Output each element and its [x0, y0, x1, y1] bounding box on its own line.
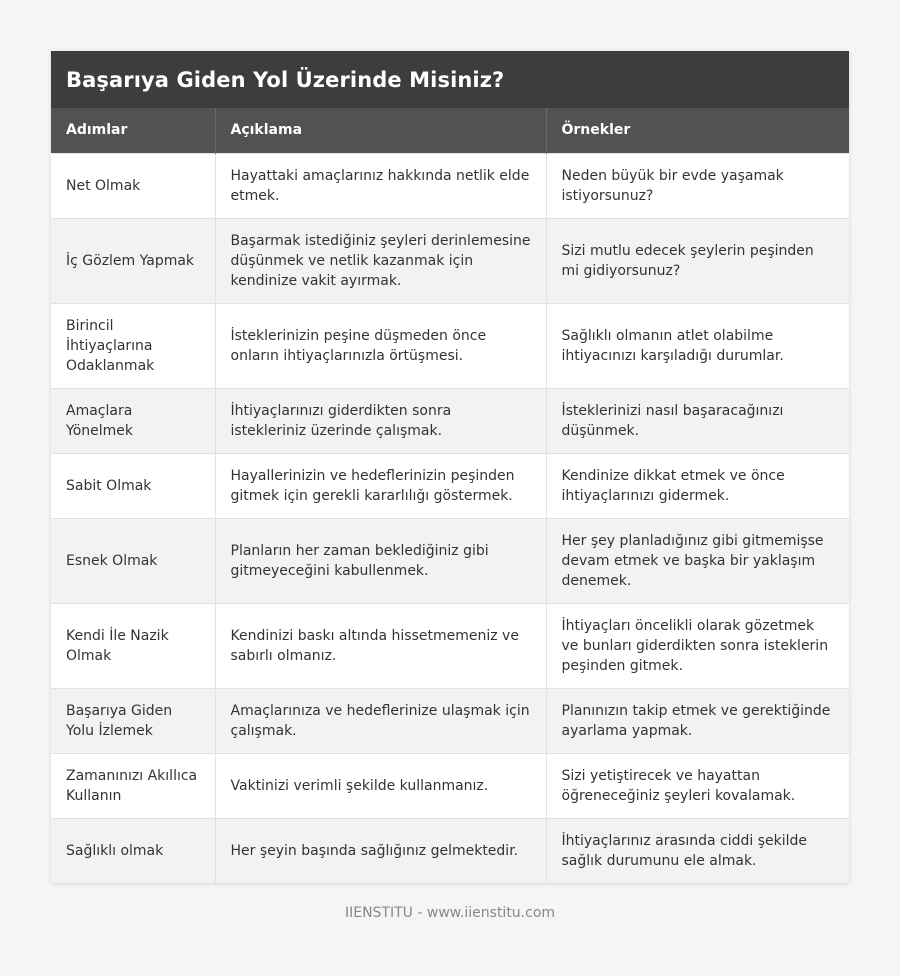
table-cell-step: Amaçlara Yönelmek	[51, 388, 215, 453]
table-cell-example: İhtiyaçları öncelikli olarak gözetmek ve bunları giderdikten sonra isteklerin peşinden gitmek.	[546, 603, 849, 688]
table-row	[51, 453, 849, 518]
table-cell-example: Planınızın takip etmek ve gerektiğinde ayarlama yapmak.	[546, 688, 849, 753]
table-row	[51, 153, 849, 218]
table-cell-step: Sabit Olmak	[51, 453, 215, 518]
column-header-description: Açıklama	[215, 108, 546, 153]
column-header-steps: Adımlar	[51, 108, 215, 153]
title-bar	[51, 51, 849, 108]
table-row	[51, 303, 849, 388]
table-cell-step: Net Olmak	[51, 153, 215, 218]
table-cell-description: Kendinizi baskı altında hissetmemeniz ve sabırlı olmanız.	[215, 603, 546, 688]
column-header-examples: Örnekler	[546, 108, 849, 153]
table-cell-step: Kendi İle Nazik Olmak	[51, 603, 215, 688]
table-cell-step: Zamanınızı Akıllıca Kullanın	[51, 753, 215, 818]
table-cell-description: Başarmak istediğiniz şeyleri derinlemesine düşünmek ve netlik kazanmak için kendinize vakit ayırmak.	[215, 218, 546, 303]
table-row	[51, 218, 849, 303]
table-cell-description: Vaktinizi verimli şekilde kullanmanız.	[215, 753, 546, 818]
table-row	[51, 518, 849, 603]
table-row	[51, 688, 849, 753]
table-cell-step: Birincil İhtiyaçlarına Odaklanmak	[51, 303, 215, 388]
table-cell-description: Planların her zaman beklediğiniz gibi gitmeyeceğini kabullenmek.	[215, 518, 546, 603]
table-cell-example: Kendinize dikkat etmek ve önce ihtiyaçlarınızı gidermek.	[546, 453, 849, 518]
table-cell-description: Hayallerinizin ve hedeflerinizin peşinden gitmek için gerekli kararlılığı göstermek.	[215, 453, 546, 518]
table-row	[51, 388, 849, 453]
table-cell-description: Her şeyin başında sağlığınız gelmektedir.	[215, 818, 546, 883]
table-cell-description: Amaçlarınıza ve hedeflerinize ulaşmak için çalışmak.	[215, 688, 546, 753]
table-row	[51, 818, 849, 883]
page-title: Başarıya Giden Yol Üzerinde Misiniz?	[66, 67, 505, 92]
table-cell-example: Neden büyük bir evde yaşamak istiyorsunuz?	[546, 153, 849, 218]
table-cell-step: İç Gözlem Yapmak	[51, 218, 215, 303]
table-cell-step: Başarıya Giden Yolu İzlemek	[51, 688, 215, 753]
table-cell-step: Sağlıklı olmak	[51, 818, 215, 883]
table-cell-example: Sizi yetiştirecek ve hayattan öğreneceğiniz şeyleri kovalamak.	[546, 753, 849, 818]
table-cell-description: İsteklerinizin peşine düşmeden önce onların ihtiyaçlarınızla örtüşmesi.	[215, 303, 546, 388]
table-card	[51, 51, 849, 883]
table-cell-example: İsteklerinizi nasıl başaracağınızı düşünmek.	[546, 388, 849, 453]
table-cell-step: Esnek Olmak	[51, 518, 215, 603]
table-cell-example: İhtiyaçlarınız arasında ciddi şekilde sağlık durumunu ele almak.	[546, 818, 849, 883]
table-row	[51, 603, 849, 688]
table-row	[51, 753, 849, 818]
footer-credit: IIENSTITU - www.iienstitu.com	[344, 905, 556, 921]
table-cell-example: Sizi mutlu edecek şeylerin peşinden mi gidiyorsunuz?	[546, 218, 849, 303]
data-table	[51, 108, 849, 883]
table-cell-example: Her şey planladığınız gibi gitmemişse devam etmek ve başka bir yaklaşım denemek.	[546, 518, 849, 603]
table-header-row	[51, 108, 849, 153]
table-cell-description: Hayattaki amaçlarınız hakkında netlik elde etmek.	[215, 153, 546, 218]
table-cell-description: İhtiyaçlarınızı giderdikten sonra istekleriniz üzerinde çalışmak.	[215, 388, 546, 453]
table-cell-example: Sağlıklı olmanın atlet olabilme ihtiyacınızı karşıladığı durumlar.	[546, 303, 849, 388]
